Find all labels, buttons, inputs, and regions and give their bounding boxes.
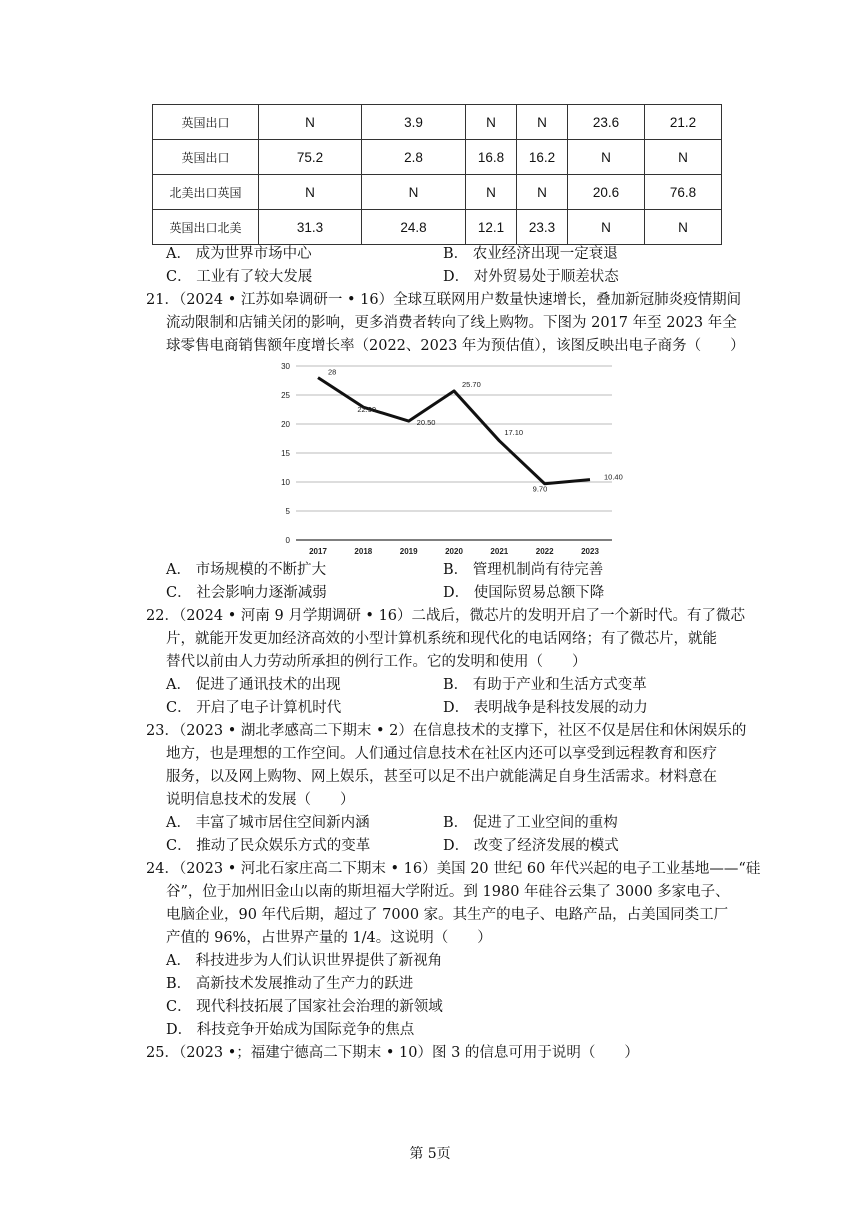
table-cell: 16.8 (466, 140, 517, 175)
table-cell: N (645, 210, 722, 245)
q23-option-b: B． 促进了工业空间的重构 (443, 815, 618, 831)
x-tick-label: 2020 (445, 547, 463, 556)
table-cell: N (517, 105, 568, 140)
q23-stem-line3: 服务，以及网上购物、网上娱乐，甚至可以足不出户就能满足自身生活需求。材料意在 (166, 769, 717, 785)
q21-stem-line3: 球零售电商销售额年度增长率（2022、2023 年为预估值），该图反映出电子商务（ ） (166, 338, 745, 354)
table-cell: N (259, 105, 362, 140)
table-cell: 31.3 (259, 210, 362, 245)
q20-option-b: B． 农业经济出现一定衰退 (443, 246, 618, 262)
data-label: 9.70 (532, 484, 548, 494)
q24-option-c: C． 现代科技拓展了国家社会治理的新领域 (166, 999, 443, 1015)
q24-option-d: D． 科技竞争开始成为国际竞争的焦点 (166, 1022, 415, 1038)
x-tick-label: 2023 (581, 547, 599, 556)
table-cell: 23.6 (568, 105, 645, 140)
page-number: 第 5页 (409, 1146, 451, 1162)
data-label: 10.40 (604, 472, 623, 482)
table-cell: N (466, 175, 517, 210)
q24-stem-line3: 电脑企业，90 年代后期，超过了 7000 家。其生产的电子、电路产品，占美国同类工厂 (166, 907, 729, 923)
data-label: 28 (328, 367, 337, 377)
table-row (153, 140, 722, 175)
q22-option-d: D． 表明战争是科技发展的动力 (443, 700, 648, 716)
x-tick-label: 2018 (354, 547, 373, 556)
data-label: 20.50 (416, 418, 436, 428)
table-cell: N (568, 140, 645, 175)
q21-stem-line2: 流动限制和店铺关闭的影响，更多消费者转向了线上购物。下图为 2017 年至 2023 年全 (166, 315, 737, 331)
table-cell: N (362, 175, 466, 210)
table-cell: N (568, 210, 645, 245)
table-cell: 16.2 (517, 140, 568, 175)
table-cell: 12.1 (466, 210, 517, 245)
q22-option-b: B． 有助于产业和生活方式变革 (443, 677, 647, 693)
q24-stem-line1: 24．（2023 • 河北石家庄高二下期末 • 16）美国 20 世纪 60 年代兴起的电子工业基地——“硅 (146, 861, 761, 877)
q20-option-d: D． 对外贸易处于顺差状态 (443, 269, 619, 285)
y-tick-label: 5 (285, 507, 290, 516)
table-row (153, 175, 722, 210)
q21-option-a: A． 市场规模的不断扩大 (166, 562, 327, 578)
data-label: 25.70 (462, 379, 481, 389)
table-cell: 75.2 (259, 140, 362, 175)
q21-stem-line1: 21．（2024 • 江苏如皋调研一 • 16）全球互联网用户数量快速增长，叠加新冠肺炎疫情期间 (146, 292, 742, 308)
y-tick-label: 25 (281, 391, 290, 400)
q24-option-a: A． 科技进步为人们认识世界提供了新视角 (166, 953, 443, 969)
table-cell: 23.3 (517, 210, 568, 245)
x-tick-label: 2019 (399, 547, 418, 556)
table-cell: N (517, 175, 568, 210)
row-label: 北美出口英国 (153, 175, 259, 210)
table-cell: 24.8 (362, 210, 466, 245)
q21-option-c: C． 社会影响力逐渐减弱 (166, 585, 327, 601)
q22-option-c: C． 开启了电子计算机时代 (166, 700, 342, 716)
data-label: 22.90 (357, 405, 377, 415)
q22-stem-line1: 22．（2024 • 河南 9 月学期调研 • 16）二战后，微芯片的发明开启了一个新时代。有了微芯 (146, 608, 746, 624)
table-cell: N (645, 140, 722, 175)
table-cell: N (259, 175, 362, 210)
data-label: 17.10 (504, 427, 524, 437)
table-cell: 21.2 (645, 105, 722, 140)
table-row (153, 105, 722, 140)
x-tick-label: 2017 (309, 547, 327, 556)
y-tick-label: 10 (281, 478, 290, 487)
q22-option-a: A． 促进了通讯技术的出现 (166, 677, 341, 693)
q24-option-b: B． 高新技术发展推动了生产力的跃进 (166, 976, 414, 992)
x-tick-label: 2022 (535, 547, 554, 556)
q23-option-d: D． 改变了经济发展的模式 (443, 838, 619, 854)
series-line (318, 378, 590, 484)
q24-stem-line2: 谷”，位于加州旧金山以南的斯坦福大学附近。到 1980 年硅谷云集了 3000 多家电子、 (166, 884, 730, 900)
x-tick-label: 2021 (490, 547, 509, 556)
y-tick-label: 30 (281, 362, 290, 371)
row-label: 英国出口 (153, 105, 259, 140)
y-tick-label: 0 (285, 536, 290, 545)
y-tick-label: 20 (281, 420, 290, 429)
row-label: 英国出口 (153, 140, 259, 175)
q23-stem-line2: 地方，也是理想的工作空间。人们通过信息技术在社区内还可以享受到远程教育和医疗 (166, 746, 717, 762)
table-cell: 20.6 (568, 175, 645, 210)
q20-option-c: C． 工业有了较大发展 (166, 269, 313, 285)
ecommerce-growth-line-chart (276, 358, 626, 563)
q23-option-c: C． 推动了民众娱乐方式的变革 (166, 838, 371, 854)
q25-stem-line1: 25．（2023 •；福建宁德高二下期末 • 10）图 3 的信息可用于说明（ ） (146, 1045, 639, 1061)
q22-stem-line2: 片，就能开发更加经济高效的小型计算机系统和现代化的电话网络；有了微芯片，就能 (166, 631, 717, 647)
q22-stem-line3: 替代以前由人力劳动所承担的例行工作。它的发明和使用（ ） (166, 654, 587, 670)
q23-stem-line1: 23．（2023 • 湖北孝感高二下期末 • 2）在信息技术的支撑下，社区不仅是居住和休闲娱乐的 (146, 723, 747, 739)
q23-stem-line4: 说明信息技术的发展（ ） (166, 792, 355, 808)
table-cell: N (466, 105, 517, 140)
table-cell: 76.8 (645, 175, 722, 210)
table-cell: 3.9 (362, 105, 466, 140)
trade-data-table (152, 104, 722, 245)
q21-option-d: D． 使国际贸易总额下降 (443, 585, 605, 601)
q20-option-a: A． 成为世界市场中心 (166, 246, 312, 262)
table-cell: 2.8 (362, 140, 466, 175)
row-label: 英国出口北美 (153, 210, 259, 245)
q23-option-a: A． 丰富了城市居住空间新内涵 (166, 815, 370, 831)
q21-option-b: B． 管理机制尚有待完善 (443, 562, 604, 578)
table-row (153, 210, 722, 245)
y-tick-label: 15 (281, 449, 290, 458)
q24-stem-line4: 产值的 96%，占世界产量的 1/4。这说明（ ） (166, 930, 492, 946)
